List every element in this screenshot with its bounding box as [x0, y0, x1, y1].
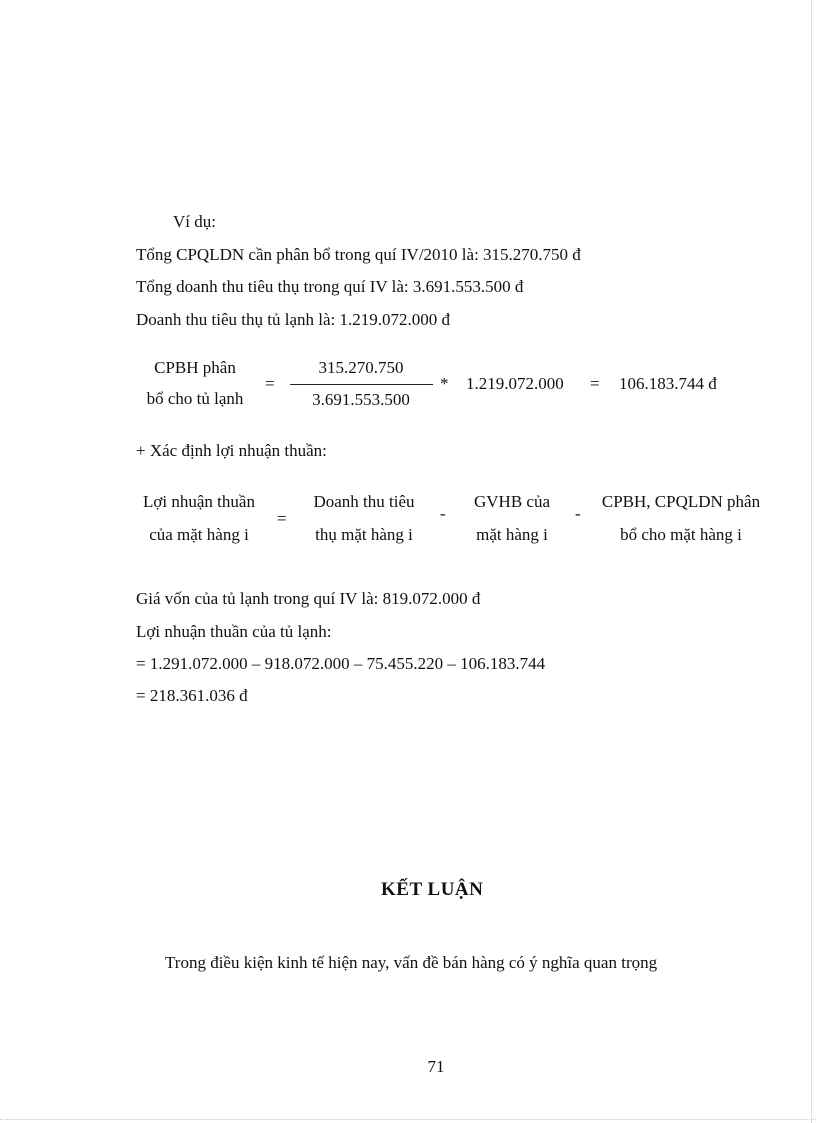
conclusion-heading: KẾT LUẬN [381, 879, 484, 900]
example-line-cpqldn: Tổng CPQLDN cần phân bổ trong quí IV/2010 là: 315.270.750 đ [136, 245, 581, 264]
example-intro: Ví dụ: [173, 212, 216, 231]
calc-expression: = 1.291.072.000 – 918.072.000 – 75.455.220 – 106.183.744 [136, 654, 546, 673]
formula2-lhs-line1: Lợi nhuận thuần [143, 492, 255, 511]
formula2-minus2: - [575, 504, 581, 523]
net-profit-heading: + Xác định lợi nhuận thuần: [136, 441, 327, 460]
formula2-term1-line1: Doanh thu tiêu [313, 492, 415, 511]
formula1-fraction-bar [290, 384, 433, 385]
formula2-term3-line1: CPBH, CPQLDN phân [601, 492, 761, 511]
formula1-numerator: 315.270.750 [318, 358, 404, 377]
formula1-equals: = [265, 374, 275, 393]
formula2-term2-line1: GVHB của [473, 492, 550, 511]
formula1-label-line1: CPBH phân [154, 358, 236, 377]
page-border-right [811, 0, 812, 1123]
example-line-fridge-revenue: Doanh thu tiêu thụ tủ lạnh là: 1.219.072.000 đ [136, 310, 450, 329]
formula2-equals: = [277, 509, 287, 528]
formula2-minus1: - [440, 504, 446, 523]
page-border-bottom [0, 1119, 816, 1120]
formula2-lhs-line2: của mặt hàng i [149, 525, 249, 544]
calc-cogs-line: Giá vốn của tủ lạnh trong quí IV là: 819.072.000 đ [136, 589, 481, 608]
formula1-times: * [440, 374, 449, 393]
calc-result: = 218.361.036 đ [136, 686, 248, 705]
formula1-result: 106.183.744 đ [619, 374, 717, 393]
formula1-multiplier: 1.219.072.000 [466, 374, 564, 393]
example-line-total-revenue: Tổng doanh thu tiêu thụ trong quí IV là: 3.691.553.500 đ [136, 277, 524, 296]
formula1-denominator: 3.691.553.500 [312, 390, 410, 409]
formula1-equals2: = [590, 374, 600, 393]
formula2-term2-line2: mặt hàng i [476, 525, 548, 544]
calc-net-profit-label: Lợi nhuận thuần của tủ lạnh: [136, 622, 332, 641]
formula2-term1-line2: thụ mặt hàng i [315, 525, 413, 544]
page-number: 71 [427, 1057, 445, 1076]
formula1-label-line2: bổ cho tủ lạnh [146, 389, 244, 408]
conclusion-first-line: Trong điều kiện kinh tế hiện nay, vấn đề bán hàng có ý nghĩa quan trọng [165, 953, 658, 972]
formula2-term3-line2: bổ cho mặt hàng i [620, 525, 742, 544]
